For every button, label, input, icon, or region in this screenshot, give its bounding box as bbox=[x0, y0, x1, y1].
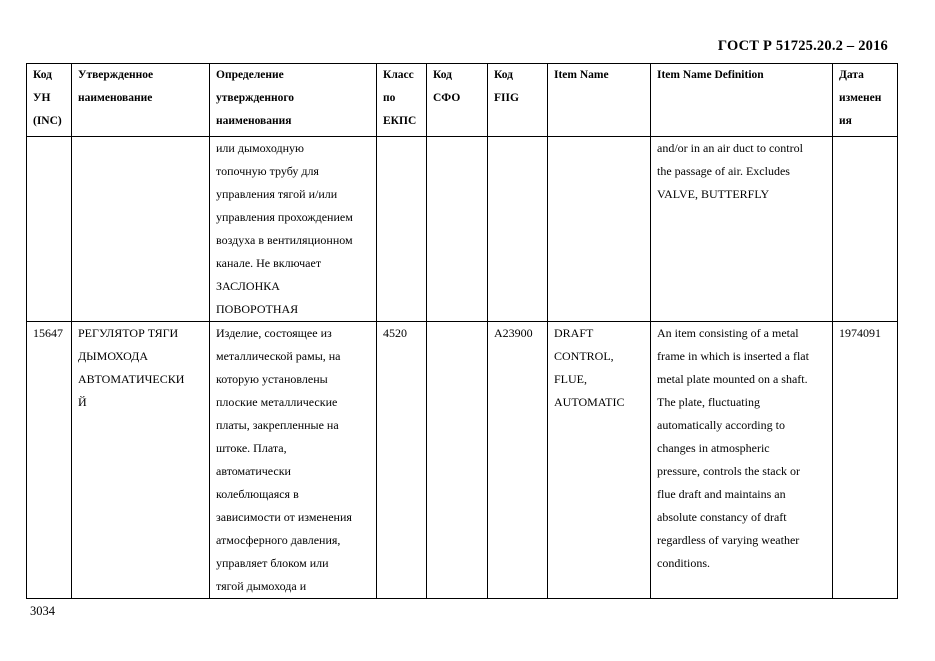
document-code: ГОСТ Р 51725.20.2 – 2016 bbox=[717, 38, 888, 54]
cell-item-name bbox=[548, 137, 651, 322]
catalog-table bbox=[26, 63, 898, 599]
cell-class: 4520 bbox=[377, 322, 427, 599]
cell-inc bbox=[27, 137, 72, 322]
col-sfo-header: Код СФО bbox=[427, 64, 488, 137]
cell-approved-name: РЕГУЛЯТОР ТЯГИ ДЫМОХОДА АВТОМАТИЧЕСКИ Й bbox=[72, 322, 210, 599]
cell-item-name-definition: and/or in an air duct to control the passage of air. Excludes VALVE, BUTTERFLY bbox=[651, 137, 833, 322]
cell-date bbox=[833, 137, 898, 322]
table-header-row bbox=[27, 64, 898, 137]
col-item-name-definition-header: Item Name Definition bbox=[651, 64, 833, 137]
table-row bbox=[27, 137, 898, 322]
col-fiig-header: Код FIIG bbox=[488, 64, 548, 137]
cell-item-name-definition: An item consisting of a metal frame in which is inserted a flat metal plate mounted on a shaft. The plate, fluctuating automatically according to changes in atmospheric pressure, controls the stack or flue draft and maintains an absolute constancy of draft regardless of varying weather conditions. bbox=[651, 322, 833, 599]
cell-class bbox=[377, 137, 427, 322]
col-approved-name-header: Утвержденное наименование bbox=[72, 64, 210, 137]
cell-fiig bbox=[488, 137, 548, 322]
col-date-header: Дата изменен ия bbox=[833, 64, 898, 137]
col-class-header: Класс по ЕКПС bbox=[377, 64, 427, 137]
cell-sfo bbox=[427, 322, 488, 599]
table-row bbox=[27, 322, 898, 599]
col-definition-header: Определение утвержденного наименования bbox=[210, 64, 377, 137]
cell-definition: или дымоходную топочную трубу для управления тягой и/или управления прохождением воздуха в вентиляционном канале. Не включает ЗАСЛОНКА ПОВОРОТНАЯ bbox=[210, 137, 377, 322]
cell-definition: Изделие, состоящее из металлической рамы, на которую установлены плоские металлические платы, закрепленные на штоке. Плата, автоматически колеблющаяся в зависимости от изменения атмосферного давления, управляет блоком или тягой дымохода и bbox=[210, 322, 377, 599]
cell-approved-name bbox=[72, 137, 210, 322]
cell-date: 1974091 bbox=[833, 322, 898, 599]
page-number: 3034 bbox=[30, 604, 55, 618]
col-item-name-header: Item Name bbox=[548, 64, 651, 137]
col-inc-header: Код УН (INC) bbox=[27, 64, 72, 137]
cell-fiig: A23900 bbox=[488, 322, 548, 599]
cell-item-name: DRAFT CONTROL, FLUE, AUTOMATIC bbox=[548, 322, 651, 599]
cell-inc: 15647 bbox=[27, 322, 72, 599]
cell-sfo bbox=[427, 137, 488, 322]
